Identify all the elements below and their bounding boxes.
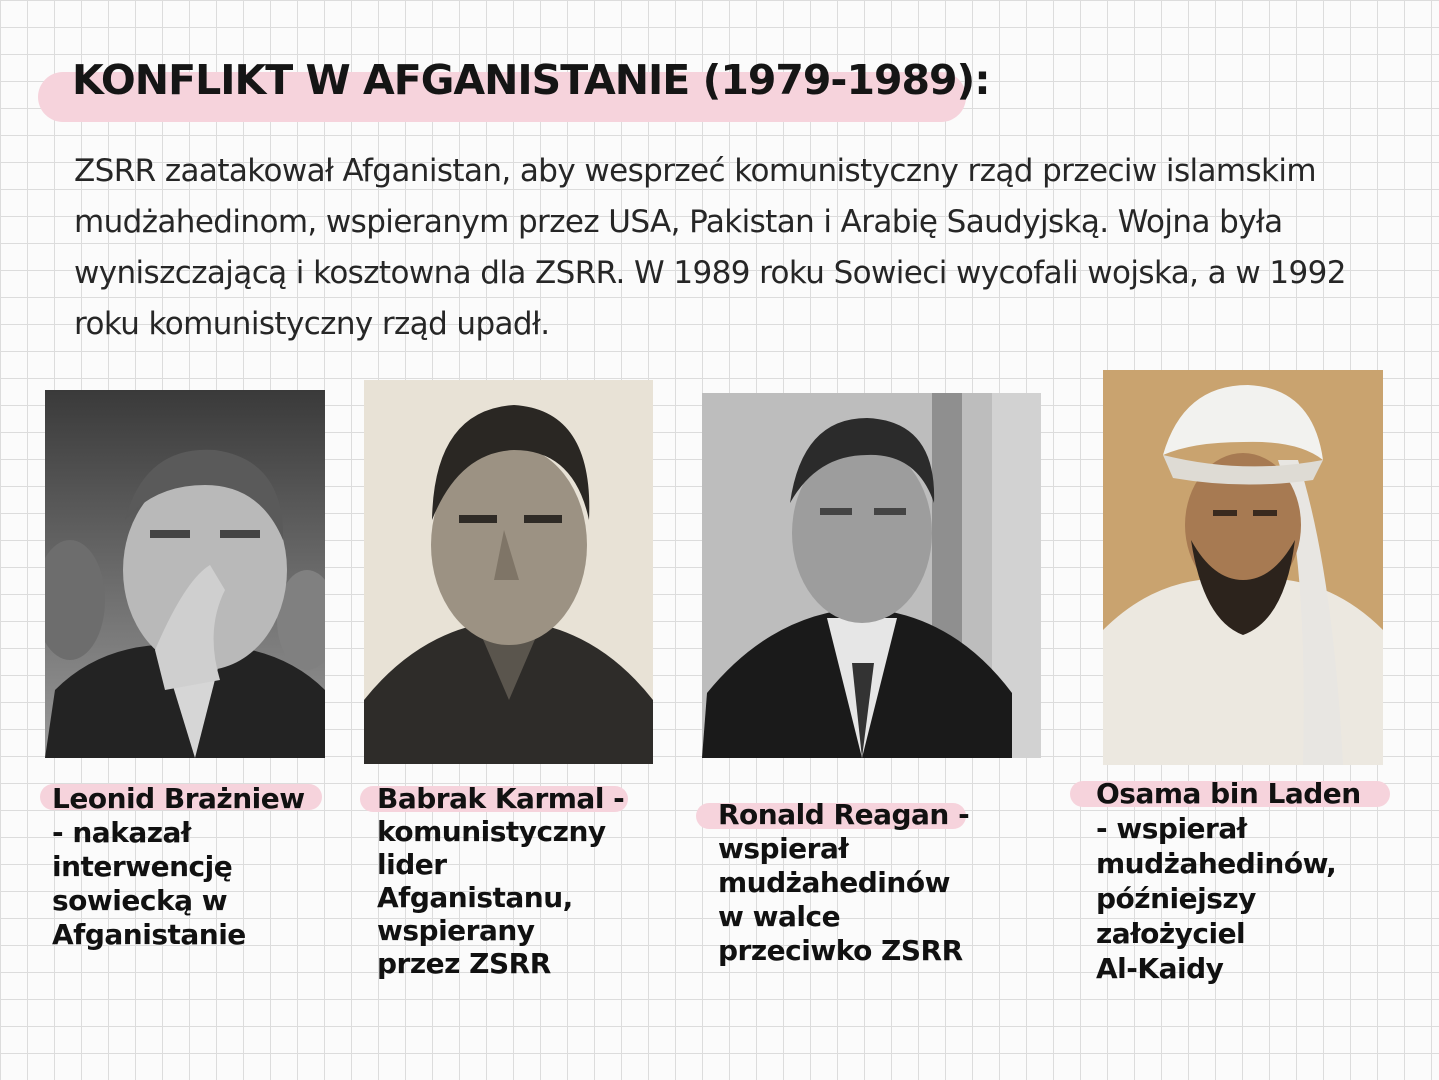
caption-line: Afganistanu, <box>377 881 573 914</box>
caption-line: mudżahedinów <box>718 866 950 899</box>
caption-line: komunistyczny <box>377 815 606 848</box>
intro-line: wyniszczającą i kosztowna dla ZSRR. W 1989 roku Sowieci wycofali wojska, a w 1992 <box>74 255 1346 291</box>
caption-line: późniejszy <box>1096 882 1256 915</box>
caption-line: interwencję <box>52 850 233 883</box>
intro-line: roku komunistyczny rząd upadł. <box>74 306 550 342</box>
caption-line: przeciwko ZSRR <box>718 934 963 967</box>
intro-line: ZSRR zaatakował Afganistan, aby wesprzeć komunistyczny rząd przeciw islamskim <box>74 153 1317 189</box>
caption-line: Babrak Karmal - <box>377 782 625 815</box>
reagan-photo <box>702 393 1041 758</box>
caption-line: Afganistanie <box>52 918 246 951</box>
caption-line: Osama bin Laden <box>1096 777 1361 810</box>
caption-line: - wspierał <box>1096 812 1247 845</box>
caption-line: mudżahedinów, <box>1096 847 1337 880</box>
caption-line: przez ZSRR <box>377 947 551 980</box>
intro-paragraph <box>74 146 1394 350</box>
brezhnev-photo <box>45 390 325 758</box>
caption-line: wspierał <box>718 832 849 865</box>
caption-line: Al-Kaidy <box>1096 952 1224 985</box>
caption-brezhnev <box>52 782 305 952</box>
caption-bin-laden <box>1096 776 1361 986</box>
caption-line: założyciel <box>1096 917 1246 950</box>
karmal-photo <box>364 380 653 764</box>
caption-line: lider <box>377 848 447 881</box>
caption-line: sowiecką w <box>52 884 228 917</box>
intro-line: mudżahedinom, wspieranym przez USA, Pakistan i Arabię Saudyjską. Wojna była <box>74 204 1283 240</box>
caption-line: wspierany <box>377 914 535 947</box>
caption-line: w walce <box>718 900 841 933</box>
caption-reagan <box>718 798 969 968</box>
caption-line: - nakazał <box>52 816 191 849</box>
caption-karmal <box>377 782 624 980</box>
caption-line: Leonid Brażniew <box>52 782 305 815</box>
page-title: KONFLIKT W AFGANISTANIE (1979-1989): <box>72 56 990 104</box>
caption-line: Ronald Reagan - <box>718 798 970 831</box>
bin-laden-photo <box>1103 370 1383 765</box>
